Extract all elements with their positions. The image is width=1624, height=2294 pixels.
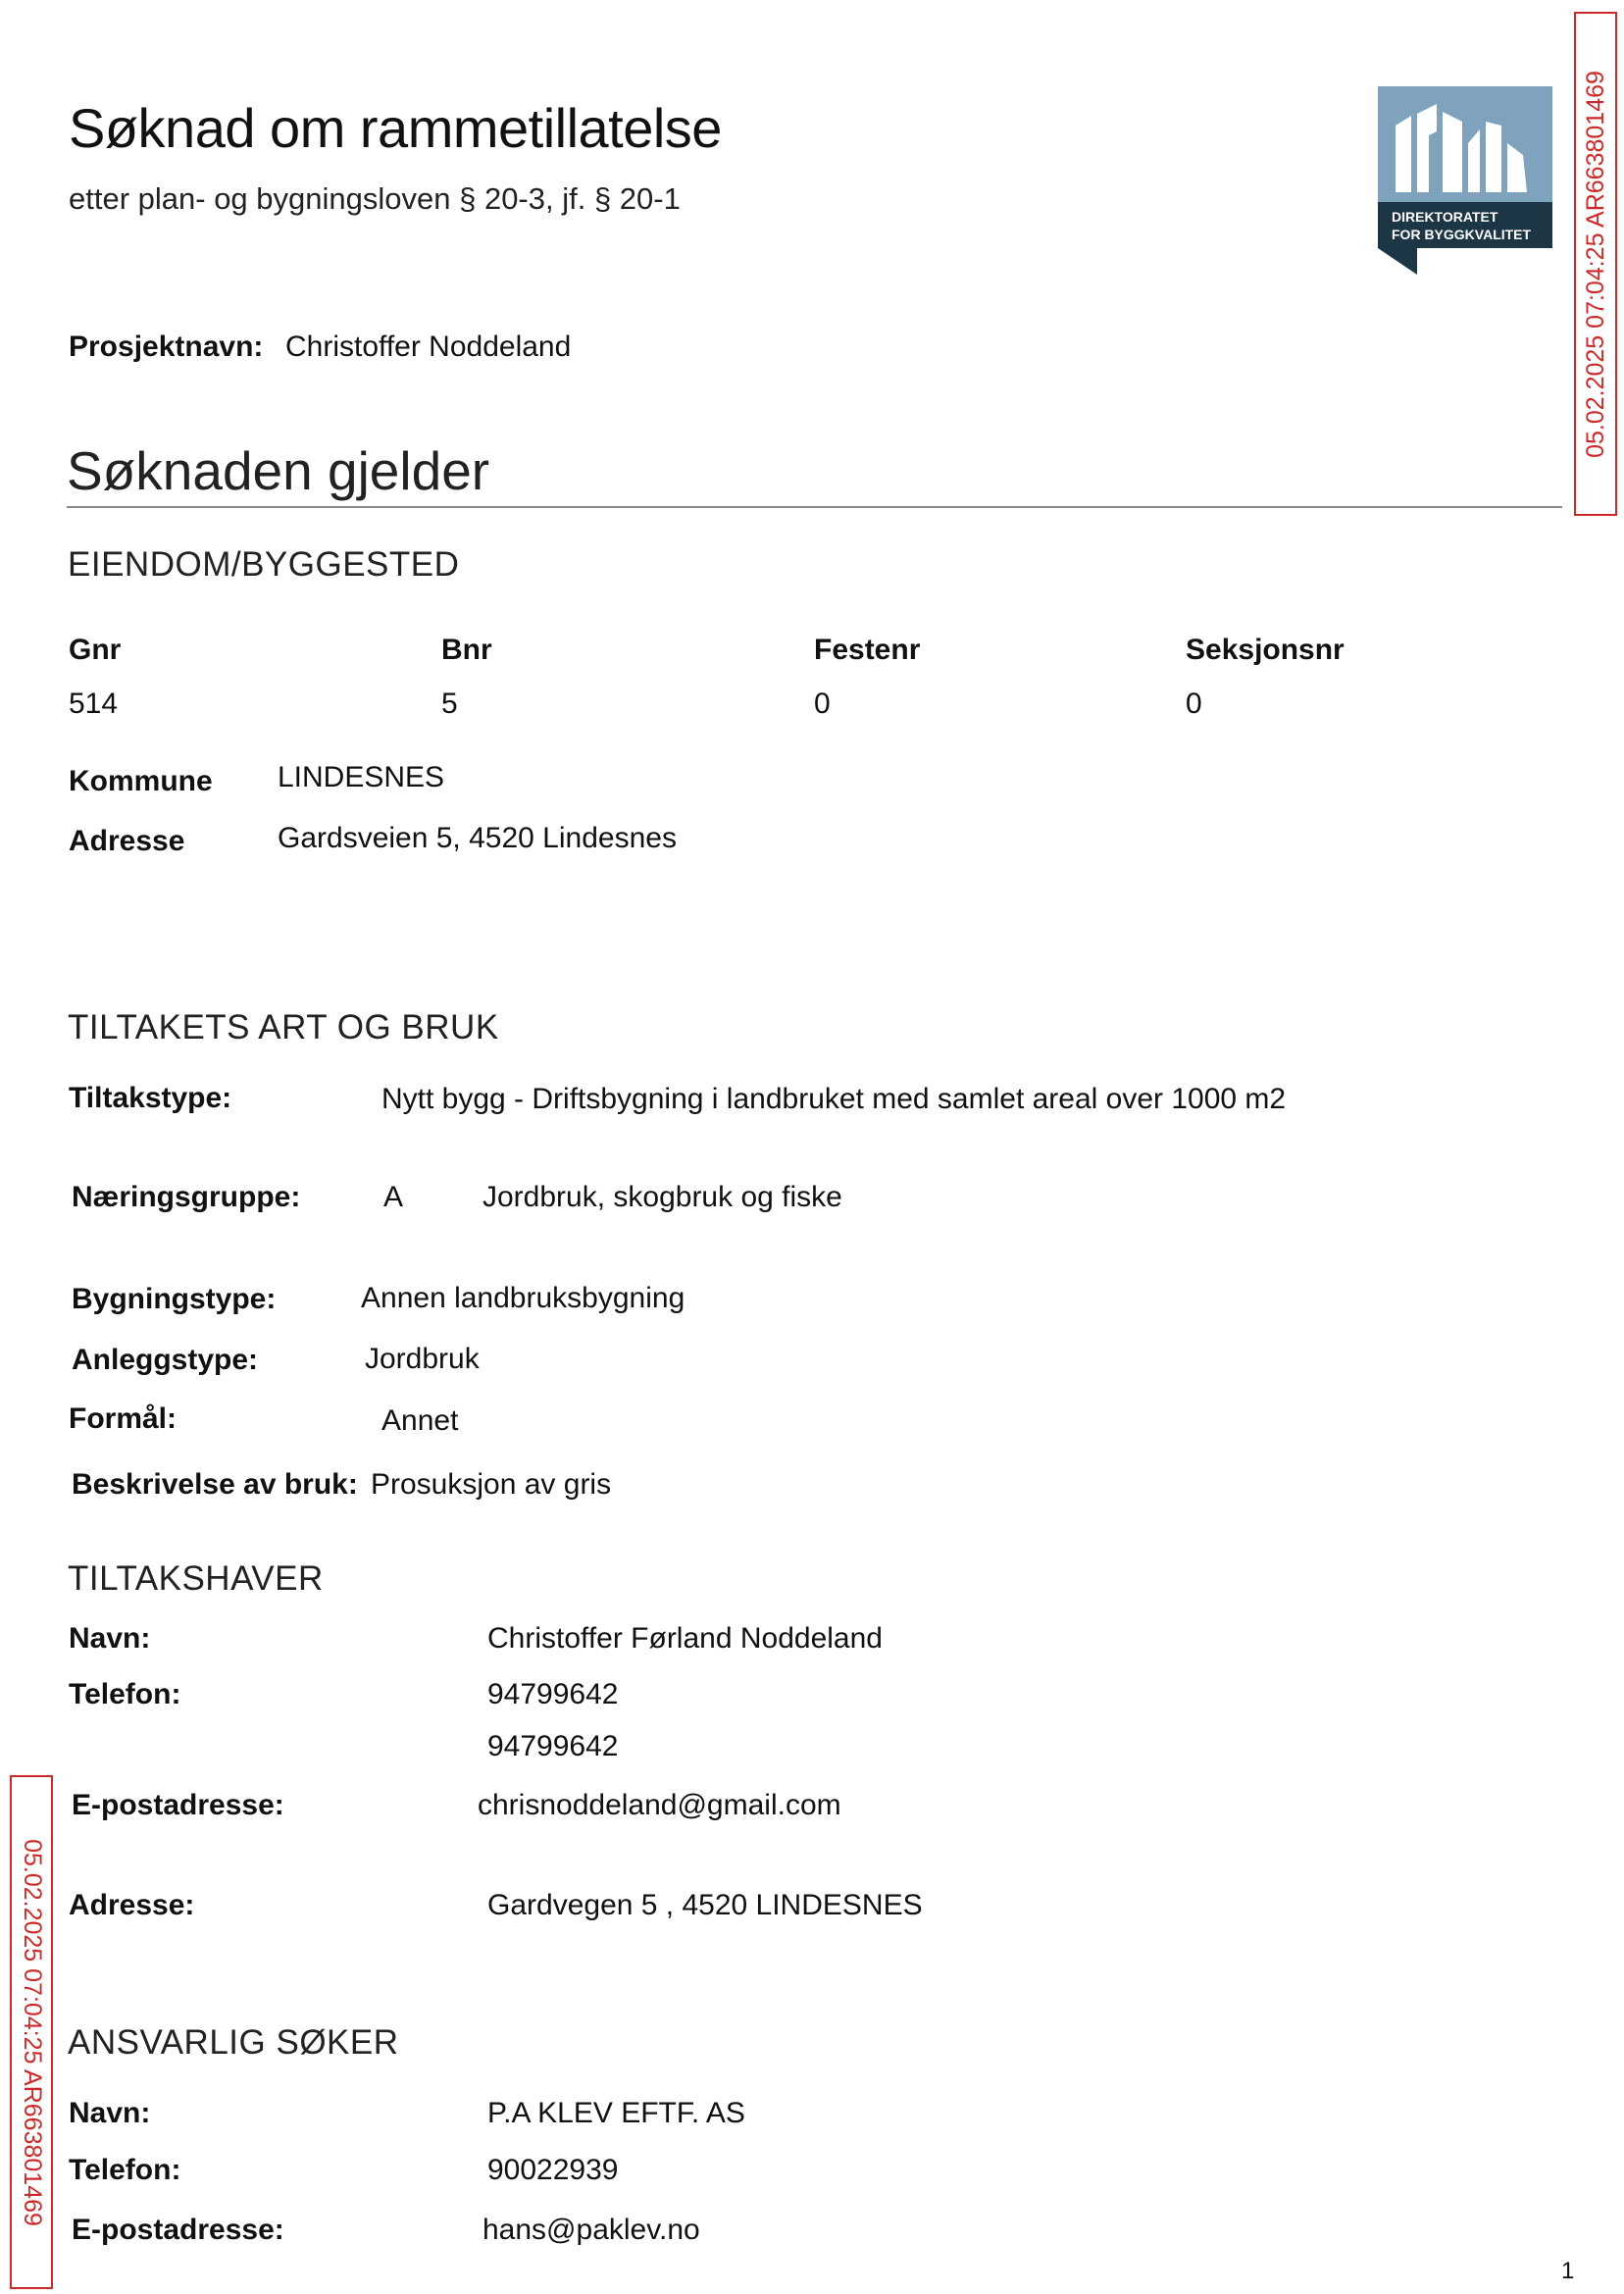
ansvarlig-navn-value: P.A KLEV EFTF. AS	[487, 2097, 745, 2129]
tiltakshaver-telefon-value: 94799642	[487, 1678, 619, 1710]
eiendom-heading: EIENDOM/BYGGESTED	[68, 545, 460, 584]
beskrivelse-label: Beskrivelse av bruk:	[72, 1468, 358, 1501]
document-subtitle: etter plan- og bygningsloven § 20-3, jf. § 20-1	[69, 181, 681, 216]
gnr-value: 514	[69, 688, 119, 720]
tiltakshaver-telefon-value-2: 94799642	[487, 1730, 619, 1762]
tiltakshaver-epost-value: chrisnoddeland@gmail.com	[478, 1789, 841, 1821]
festenr-value: 0	[814, 688, 831, 720]
tiltakshaver-navn-label: Navn:	[69, 1622, 151, 1655]
ansvarlig-soker-heading: ANSVARLIG SØKER	[68, 2023, 399, 2062]
tiltakshaver-epost-label: E-postadresse:	[72, 1789, 284, 1821]
adresse-label: Adresse	[69, 825, 185, 857]
bnr-label: Bnr	[441, 634, 492, 666]
seksjonsnr-label: Seksjonsnr	[1186, 634, 1345, 666]
bnr-value: 5	[441, 688, 458, 720]
tiltak-heading: TILTAKETS ART OG BRUK	[68, 1008, 499, 1046]
formal-label: Formål:	[69, 1402, 178, 1435]
tiltakstype-value: Nytt bygg - Driftsbygning i landbruket med samlet areal over 1000 m2	[381, 1083, 1287, 1115]
gnr-label: Gnr	[69, 634, 122, 666]
anleggstype-label: Anleggstype:	[72, 1344, 259, 1376]
bygningstype-value: Annen landbruksbygning	[361, 1282, 685, 1314]
stamp-text: 05.02.2025 07:04:25 AR663801469	[1581, 70, 1609, 458]
festenr-label: Festenr	[814, 634, 921, 666]
logo-flag	[1378, 248, 1417, 275]
kommune-label: Kommune	[69, 765, 213, 797]
logo-text-line1: DIREKTORATET	[1392, 209, 1498, 225]
bygningstype-label: Bygningstype:	[72, 1283, 277, 1315]
beskrivelse-value: Prosuksjon av gris	[371, 1468, 612, 1501]
tiltakshaver-adresse-label: Adresse:	[69, 1889, 195, 1921]
project-name-value: Christoffer Noddeland	[285, 331, 572, 363]
project-name-label: Prosjektnavn:	[69, 331, 264, 363]
document-title: Søknad om rammetillatelse	[69, 97, 722, 159]
tiltakshaver-telefon-label: Telefon:	[69, 1678, 181, 1710]
section-title: Søknaden gjelder	[67, 440, 490, 501]
tiltakshaver-adresse-value: Gardvegen 5 , 4520 LINDESNES	[487, 1889, 923, 1921]
ansvarlig-navn-label: Navn:	[69, 2097, 151, 2129]
tiltakshaver-heading: TILTAKSHAVER	[68, 1559, 324, 1598]
received-stamp-right	[1574, 12, 1617, 516]
adresse-value: Gardsveien 5, 4520 Lindesnes	[278, 822, 677, 854]
received-stamp-left	[10, 1775, 53, 2289]
seksjonsnr-value: 0	[1186, 688, 1202, 720]
dibk-logo	[1378, 86, 1552, 275]
logo-text-line2: FOR BYGGKVALITET	[1392, 227, 1532, 242]
stamp-text: 05.02.2025 07:04:25 AR663801469	[18, 1838, 46, 2226]
ansvarlig-telefon-value: 90022939	[487, 2154, 619, 2186]
page-number: 1	[1561, 2258, 1575, 2284]
naeringsgruppe-code: A	[383, 1181, 404, 1213]
tiltakstype-label: Tiltakstype:	[69, 1082, 232, 1114]
ansvarlig-epost-label: E-postadresse:	[72, 2214, 284, 2246]
section-divider	[67, 506, 1562, 508]
tiltakshaver-navn-value: Christoffer Førland Noddeland	[487, 1622, 883, 1655]
ansvarlig-epost-value: hans@paklev.no	[482, 2214, 700, 2246]
naeringsgruppe-label: Næringsgruppe:	[72, 1181, 301, 1213]
ansvarlig-telefon-label: Telefon:	[69, 2154, 181, 2186]
naeringsgruppe-value: Jordbruk, skogbruk og fiske	[482, 1181, 842, 1213]
kommune-value: LINDESNES	[278, 761, 445, 793]
formal-value: Annet	[381, 1404, 459, 1437]
anleggstype-value: Jordbruk	[365, 1343, 480, 1375]
